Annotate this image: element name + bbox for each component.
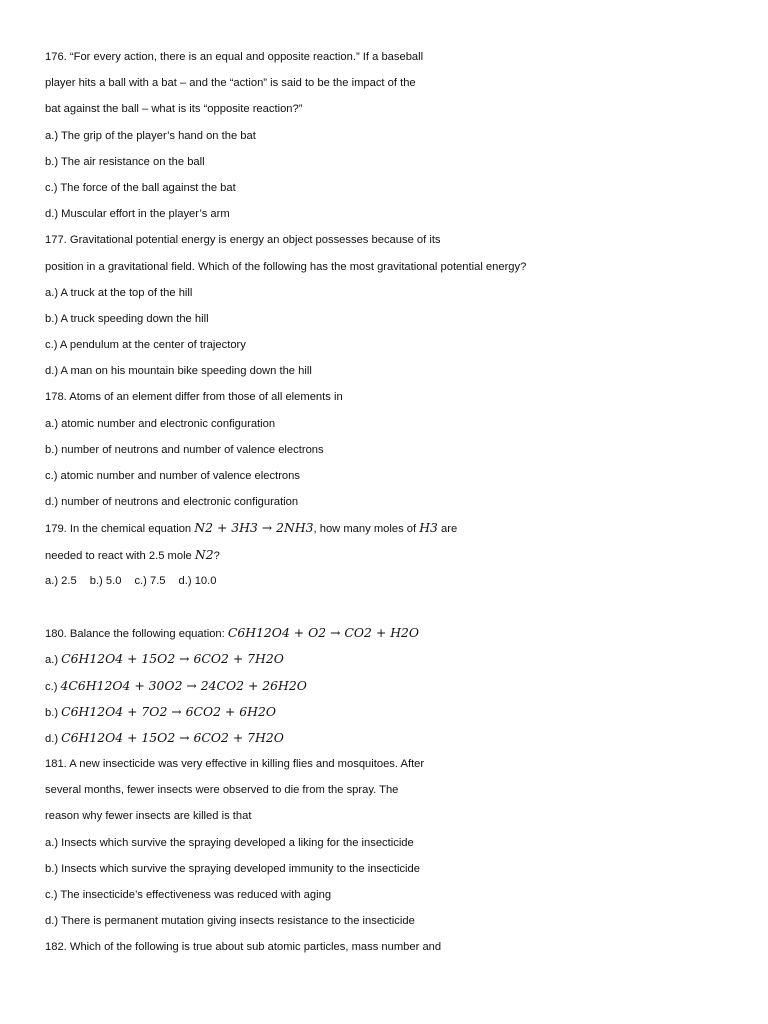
question-text: 180. Balance the following equation:	[45, 628, 228, 641]
question-text-line: position in a gravitational field. Which of the following has the most gravitational potential energy?	[45, 260, 527, 273]
chemical-equation: C6H12O4 + O2 → CO2 + H2O	[227, 625, 420, 641]
chemical-equation: C6H12O4 + 15O2 → 6CO2 + 7H2O	[61, 651, 284, 667]
answer-option-c	[45, 673, 745, 699]
answer-option-a: a.) 2.5	[45, 574, 77, 587]
answer-option-c: c.) A pendulum at the center of trajectory	[45, 339, 246, 352]
answer-option-a: a.) The grip of the player’s hand on the bat	[45, 129, 256, 142]
document-page	[45, 44, 745, 961]
answer-option-c: c.) The force of the ball against the bat	[45, 181, 236, 194]
answer-option-d: d.) number of neutrons and electronic configuration	[45, 496, 299, 509]
answer-option-d: d.) There is permanent mutation giving insects resistance to the insecticide	[45, 915, 415, 928]
question-179	[45, 515, 745, 594]
option-label: c.)	[45, 680, 61, 693]
answer-option-d: d.) A man on his mountain bike speeding down the hill	[45, 365, 312, 378]
option-label: b.)	[45, 706, 62, 719]
question-text-line: bat against the ball – what is its “opposite reaction?”	[45, 103, 303, 116]
answer-option-c: c.) atomic number and number of valence electrons	[45, 470, 300, 482]
question-text: ?	[213, 549, 220, 562]
answer-option-a: a.) atomic number and electronic configuration	[45, 417, 276, 430]
question-182	[45, 934, 745, 960]
question-text-line: 181. A new insecticide was very effective in killing flies and mosquitoes. After	[45, 758, 425, 771]
answer-option-b: b.) number of neutrons and number of valence electrons	[45, 443, 324, 456]
answer-option-d: d.) 10.0	[178, 574, 217, 587]
blank-line	[45, 594, 745, 620]
answer-option-b: b.) The air resistance on the ball	[45, 155, 205, 168]
question-text-line: reason why fewer insects are killed is that	[45, 810, 252, 823]
question-text-line: 177. Gravitational potential energy is energy an object possesses because of its	[45, 234, 441, 247]
chemical-equation: C6H12O4 + 7O2 → 6CO2 + 6H2O	[61, 703, 276, 719]
question-text-line: 182. Which of the following is true about sub atomic particles, mass number and	[45, 941, 442, 954]
question-text: , how many moles of	[313, 523, 420, 536]
question-178	[45, 384, 745, 515]
question-text-line	[45, 542, 745, 568]
question-text-line: 176. “For every action, there is an equal and opposite reaction.” If a baseball	[45, 51, 424, 63]
question-text-line	[45, 620, 745, 646]
answer-option-b: b.) Insects which survive the spraying developed immunity to the insecticide	[45, 862, 420, 875]
answer-option-d	[45, 725, 745, 751]
question-text-line	[45, 515, 745, 541]
question-181	[45, 751, 745, 934]
question-180	[45, 620, 745, 751]
question-text: needed to react with 2.5 mole	[45, 549, 195, 562]
chemical-formula: N2	[194, 546, 214, 562]
answer-option-b: b.) 5.0	[89, 574, 122, 587]
answer-option-d: d.) Muscular effort in the player’s arm	[45, 208, 230, 221]
question-text: are	[437, 523, 458, 536]
answer-option-a	[45, 646, 745, 672]
question-text: 179. In the chemical equation	[45, 523, 195, 536]
option-label: a.)	[45, 654, 62, 667]
chemical-equation: C6H12O4 + 15O2 → 6CO2 + 7H2O	[61, 729, 284, 745]
question-176	[45, 44, 745, 227]
answer-option-b	[45, 699, 745, 725]
chemical-equation: N2 + 3H3 → 2NH3	[194, 520, 314, 536]
answer-option-c: c.) The insecticide’s effectiveness was reduced with aging	[45, 889, 332, 901]
answer-option-b: b.) A truck speeding down the hill	[45, 312, 209, 325]
answer-option-a: a.) Insects which survive the spraying developed a liking for the insecticide	[45, 836, 414, 849]
question-text-line: player hits a ball with a bat – and the “action” is said to be the impact of the	[45, 77, 416, 90]
chemical-formula: H3	[419, 520, 438, 536]
answer-option-a: a.) A truck at the top of the hill	[45, 286, 193, 299]
answer-option-c: c.) 7.5	[134, 574, 166, 587]
question-177	[45, 227, 745, 384]
chemical-equation: 4C6H12O4 + 30O2 → 24CO2 + 26H2O	[60, 677, 307, 693]
answer-options-row	[45, 568, 745, 594]
question-text-line: 178. Atoms of an element differ from those of all elements in	[45, 391, 343, 404]
option-label: d.)	[45, 732, 62, 745]
question-text-line: several months, fewer insects were observed to die from the spray. The	[45, 784, 399, 797]
